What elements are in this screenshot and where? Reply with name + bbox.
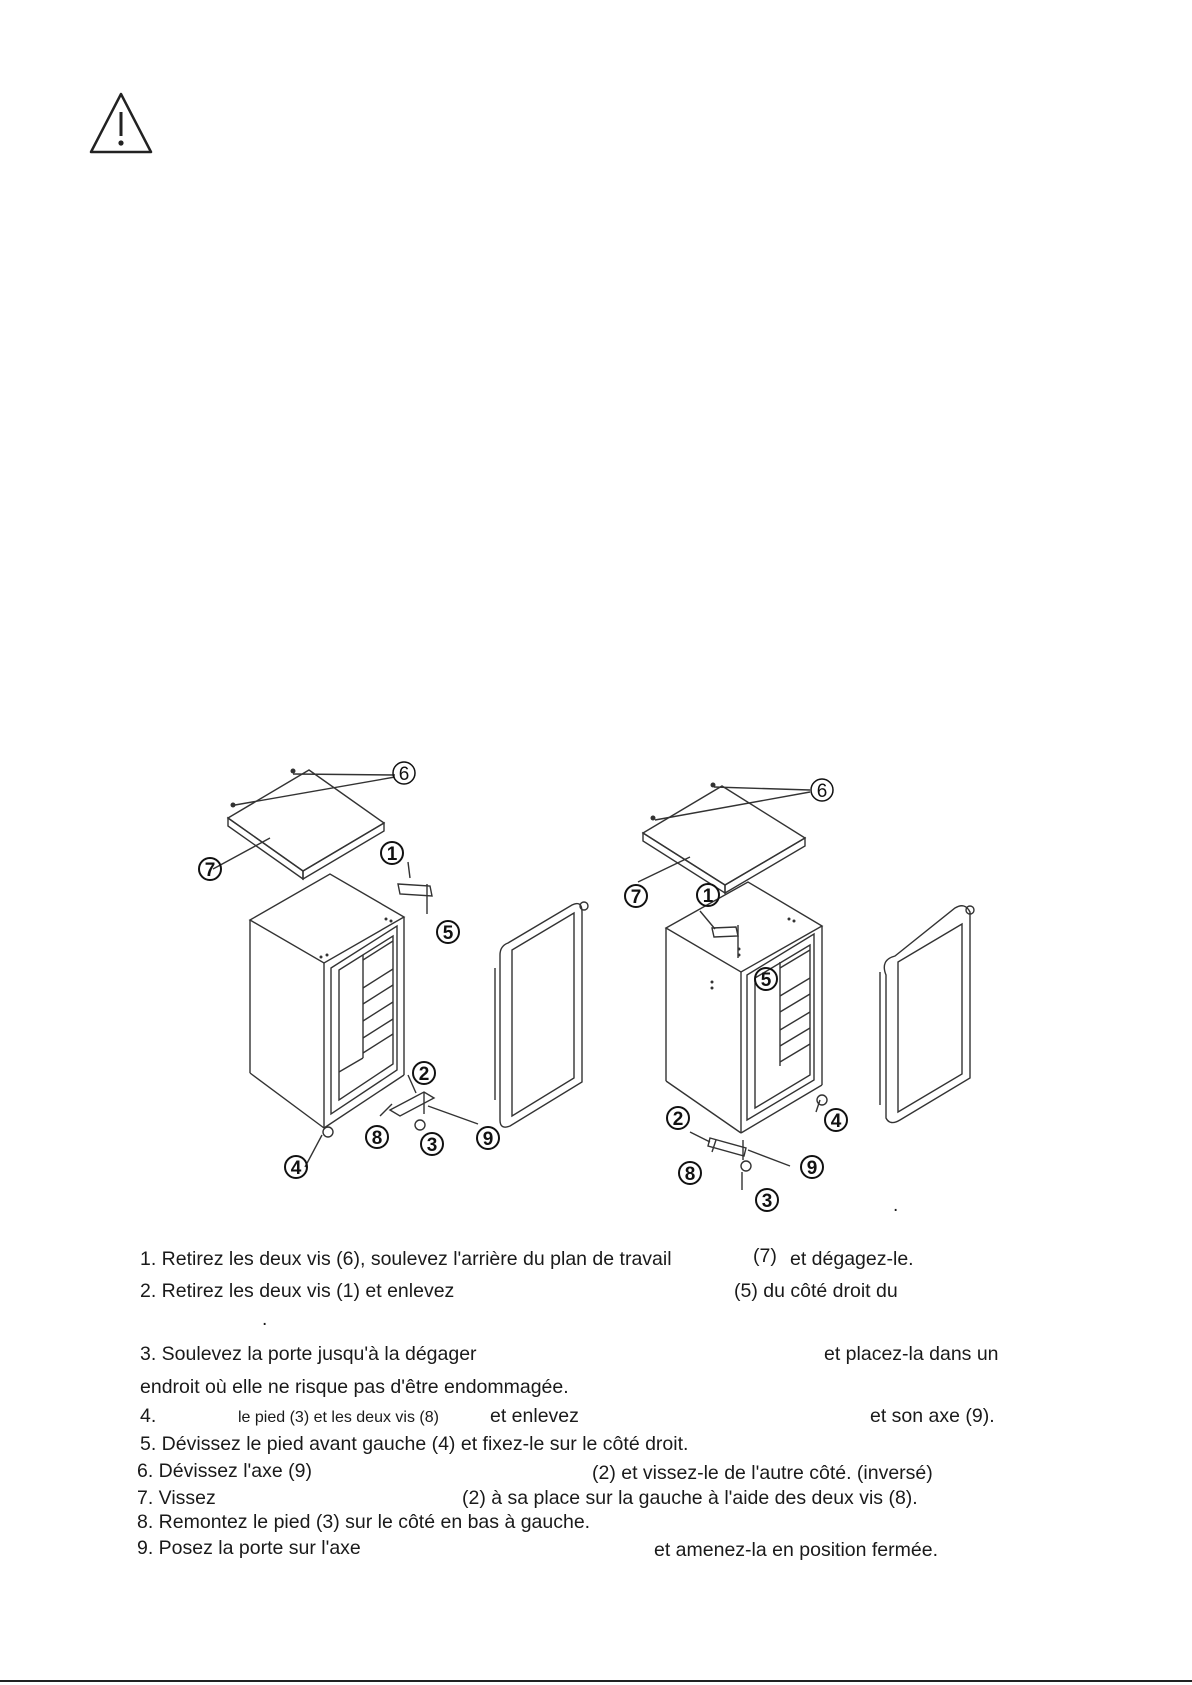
- right-door: [880, 906, 970, 1123]
- step-2-end: (5) du côté droit du: [734, 1280, 898, 1302]
- step-6-text: 6. Dévissez l'axe (9): [137, 1460, 312, 1482]
- right-label-2: 2: [672, 1109, 684, 1130]
- right-worktop: [638, 786, 810, 893]
- right-label-3: 3: [761, 1191, 773, 1212]
- step-5-text: 5. Dévissez le pied avant gauche (4) et fixez-le sur le côté droit.: [140, 1433, 689, 1455]
- left-label-5: 5: [442, 923, 454, 944]
- left-label-2: 2: [418, 1064, 430, 1085]
- step-7-end: (2) à sa place sur la gauche à l'aide des deux vis (8).: [462, 1487, 918, 1509]
- step-7-text: 7. Vissez: [137, 1487, 216, 1509]
- step-4-num: 4.: [140, 1405, 157, 1427]
- right-label-5: 5: [760, 970, 772, 991]
- right-label-6: 6: [816, 781, 828, 802]
- step-9-text: 9. Posez la porte sur l'axe: [137, 1537, 361, 1559]
- step-4-text: le pied (3) et les deux vis (8): [238, 1409, 439, 1426]
- left-label-3: 3: [426, 1135, 438, 1156]
- left-labels: [199, 762, 499, 1179]
- step-6-end: (2) et vissez-le de l'autre côté. (inversé): [592, 1462, 933, 1484]
- footer-rule: [0, 1680, 1192, 1682]
- left-label-9: 9: [482, 1129, 494, 1150]
- right-label-7: 7: [630, 887, 642, 908]
- right-label-9: 9: [806, 1158, 818, 1179]
- step-3-cont: endroit où elle ne risque pas d'être endommagée.: [140, 1376, 569, 1398]
- left-door: [495, 904, 582, 1128]
- diagram-dot: .: [893, 1195, 899, 1216]
- left-label-1: 1: [386, 844, 398, 865]
- step-4-mid: et enlevez: [490, 1405, 579, 1427]
- step-2-text: 2. Retirez les deux vis (1) et enlevez: [140, 1280, 455, 1302]
- step-4-end: et son axe (9).: [870, 1405, 995, 1427]
- left-label-7: 7: [204, 860, 216, 881]
- right-cabinet: [666, 882, 822, 1133]
- right-label-1: 1: [702, 886, 714, 907]
- step-2-dot: .: [262, 1309, 268, 1330]
- left-label-6: 6: [398, 764, 410, 785]
- left-label-4: 4: [290, 1158, 302, 1179]
- step-1-ref: (7): [753, 1245, 777, 1267]
- step-8-text: 8. Remontez le pied (3) sur le côté en bas à gauche.: [137, 1511, 591, 1533]
- step-1-end: et dégagez-le.: [790, 1248, 914, 1270]
- step-3-text: 3. Soulevez la porte jusqu'à la dégager: [140, 1343, 477, 1365]
- left-worktop: [213, 770, 395, 879]
- right-label-8: 8: [684, 1164, 696, 1185]
- left-cabinet: [250, 874, 404, 1128]
- right-label-4: 4: [830, 1111, 842, 1132]
- step-1-text: 1. Retirez les deux vis (6), soulevez l'arrière du plan de travail: [140, 1248, 672, 1270]
- step-9-end: et amenez-la en position fermée.: [654, 1539, 938, 1561]
- left-label-8: 8: [371, 1128, 383, 1149]
- step-3-end: et placez-la dans un: [824, 1343, 999, 1365]
